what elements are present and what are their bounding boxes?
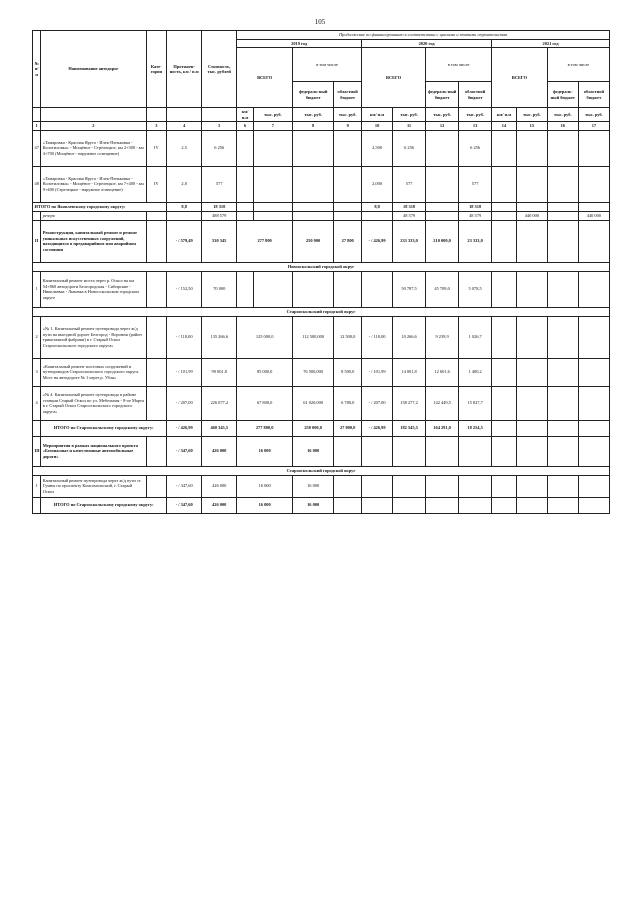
table-row <box>33 475 610 497</box>
district-title-row <box>33 262 610 271</box>
reserve-c13: 48 579 <box>459 211 492 220</box>
col-number: 7 <box>253 122 292 131</box>
section-c10: - / 426,99 <box>362 220 393 262</box>
section-c8: 250 000 <box>292 220 333 262</box>
section-cost: 426 000 <box>202 436 237 466</box>
col-number: 11 <box>393 122 426 131</box>
row-length: 2,5 <box>167 130 202 166</box>
row-c8: 61 020,000 <box>292 386 333 420</box>
row-c8: 16 000 <box>292 475 333 497</box>
section-cost: 530 345 <box>202 220 237 262</box>
hdr-total-2021: ВСЕГО <box>492 48 548 108</box>
hdr-cost: Стоимость, тыс. рублей <box>202 31 237 108</box>
unit: км/ п.м <box>492 108 517 122</box>
section-row <box>33 220 610 262</box>
total-cost: 18 318 <box>202 202 237 211</box>
total-length: 8,8 <box>167 202 202 211</box>
section-c11: 233 333,0 <box>393 220 426 262</box>
total-label: ИТОГО по Яковлевскому городскому округу: <box>33 202 167 211</box>
hdr-total-2020: ВСЕГО <box>362 48 426 108</box>
col-number: 4 <box>167 122 202 131</box>
col-number: 12 <box>426 122 459 131</box>
hdr-financing: Продолжение по финансированию в соответствии с циклами и этапами строительства <box>237 31 610 40</box>
total-c11: 182 545,5 <box>393 420 426 436</box>
row-name: Капитальный ремонт моста через р. Оскол на км 54+860 автодороги Белгородская - Сибирские - Николаевка - Львовка в Новооскольском городском округе <box>41 271 146 307</box>
total-length: - / 426,99 <box>167 420 202 436</box>
district-title-row <box>33 466 610 475</box>
col-number: 3 <box>146 122 167 131</box>
row-cost: 99 001,8 <box>202 358 237 386</box>
total-c13: 18 318 <box>459 202 492 211</box>
col-number: 8 <box>292 122 333 131</box>
hdr-num: № п/п <box>33 31 41 108</box>
row-num: 2 <box>33 316 41 358</box>
total-c10: - / 426,99 <box>362 420 393 436</box>
hdr-incl-2020: в том числе <box>426 48 492 82</box>
total-c6: 16 000 <box>237 497 293 513</box>
unit: тыс. руб. <box>516 108 547 122</box>
col-number: 9 <box>334 122 362 131</box>
section-num: III <box>33 436 41 466</box>
total-length: - / 347,60 <box>167 497 202 513</box>
unit: тыс. руб. <box>292 108 333 122</box>
unit: тыс. руб. <box>253 108 292 122</box>
total-c9: 27 800,0 <box>334 420 362 436</box>
section-name: Реконструкция, капитальный ремонт и ремонт уникальных искусственных сооружений, находящихся в предаварийном или аварийном состоянии <box>41 220 146 262</box>
reserve-c11: 48 579 <box>393 211 426 220</box>
unit: тыс. руб. <box>459 108 492 122</box>
header-units-row <box>33 108 610 122</box>
hdr-name: Наименование автодорог <box>41 31 146 108</box>
row-c10: 2,000 <box>362 166 393 202</box>
row-c11: 10 266,6 <box>393 316 426 358</box>
row-c13: 1 400,2 <box>459 358 492 386</box>
unit: тыс. руб. <box>547 108 578 122</box>
row-name: Капитальный ремонт путепровода через ж/д пути ст. Гумны по проспекту Комсомольский, г. Старый Оскол <box>41 475 146 497</box>
header-row-1 <box>33 31 610 40</box>
row-c11: 50 787,5 <box>393 271 426 307</box>
table-row <box>33 358 610 386</box>
column-numbers-row <box>33 122 610 131</box>
row-c6: 16 000 <box>237 475 293 497</box>
row-length: 2,0 <box>167 166 202 202</box>
row-name: «Тамаровка - Красная Яруга - Илек-Пеньковка - Колотиловка» - Мощёное - Стрелецкое, км 2+300 - км 4+700 (Мощёное - наружное освещение) <box>41 130 146 166</box>
row-category: IV <box>146 130 167 166</box>
total-c13: 18 254,5 <box>459 420 492 436</box>
hdr-fed-2019: федераль-ный бюджет <box>292 82 333 108</box>
col-number: 2 <box>41 122 146 131</box>
total-label: ИТОГО по Старооскольскому городскому округу: <box>41 497 167 513</box>
row-c10: 2,500 <box>362 130 393 166</box>
hdr-fed-2020: федераль-ный бюджет <box>426 82 459 108</box>
col-number: 1 <box>33 122 41 131</box>
unit: тыс. руб. <box>393 108 426 122</box>
row-cost: 426 000 <box>202 475 237 497</box>
row-cost: 6 256 <box>202 130 237 166</box>
row-cost: 135 266,6 <box>202 316 237 358</box>
section-length: - / 579,49 <box>167 220 202 262</box>
row-c8: 76 500,000 <box>292 358 333 386</box>
unit: км/ п.м <box>237 108 254 122</box>
row-cost: 70 000 <box>202 271 237 307</box>
table-row <box>33 271 610 307</box>
total-row <box>33 420 610 436</box>
total-c10: 8,8 <box>362 202 393 211</box>
total-cost: 426 000 <box>202 497 237 513</box>
row-length: - / 101,99 <box>167 358 202 386</box>
total-cost: 460 345,5 <box>202 420 237 436</box>
row-c11: 577 <box>393 166 426 202</box>
total-c8: 16 000 <box>292 497 333 513</box>
row-c13: 1 026,7 <box>459 316 492 358</box>
col-number: 17 <box>578 122 609 131</box>
row-num: 48 <box>33 166 41 202</box>
row-c11: 14 001,8 <box>393 358 426 386</box>
reserve-cost: 488 579 <box>202 211 237 220</box>
col-number: 5 <box>202 122 237 131</box>
total-row <box>33 202 610 211</box>
row-num: 1 <box>33 475 41 497</box>
row-c10: - / 118,00 <box>362 316 393 358</box>
unit: км/ п.м <box>362 108 393 122</box>
hdr-incl-2021: в том числе <box>547 48 609 82</box>
hdr-incl-2019: в том числе <box>292 48 361 82</box>
row-c11: 6 256 <box>393 130 426 166</box>
col-number: 15 <box>516 122 547 131</box>
section-c13: 23 333,0 <box>459 220 492 262</box>
col-number: 6 <box>237 122 254 131</box>
total-row <box>33 497 610 513</box>
hdr-fed-2021: федераль-ный бюджет <box>547 82 578 108</box>
table-row <box>33 386 610 420</box>
hdr-2020: 2020 год <box>362 39 492 48</box>
row-c13: 15 827,7 <box>459 386 492 420</box>
section-c6: 277 800 <box>237 220 293 262</box>
section-length: - / 347,60 <box>167 436 202 466</box>
unit: тыс. руб. <box>334 108 362 122</box>
total-c12: 164 291,0 <box>426 420 459 436</box>
row-c13: 5 078,5 <box>459 271 492 307</box>
row-length: - / 347,60 <box>167 475 202 497</box>
row-c12: 45 709,0 <box>426 271 459 307</box>
row-length: - / 152,50 <box>167 271 202 307</box>
row-c13: 577 <box>459 166 492 202</box>
col-number: 16 <box>547 122 578 131</box>
row-c9: 6 780,0 <box>334 386 362 420</box>
total-c8: 250 000,0 <box>292 420 333 436</box>
hdr-2021: 2021 год <box>492 39 610 48</box>
row-cost: 226 077,2 <box>202 386 237 420</box>
section-c12: 210 000,0 <box>426 220 459 262</box>
row-num: 1 <box>33 271 41 307</box>
row-c10: - / 207,00 <box>362 386 393 420</box>
district-title: Старооскольский городской округ <box>33 466 610 475</box>
row-c10: - / 101,99 <box>362 358 393 386</box>
section-c6: 16 000 <box>237 436 293 466</box>
section-c8: 16 000 <box>292 436 333 466</box>
row-num: 4 <box>33 386 41 420</box>
row-c13: 6 256 <box>459 130 492 166</box>
reserve-c17: 440 000 <box>578 211 609 220</box>
col-number: 10 <box>362 122 393 131</box>
total-label: ИТОГО по Старооскольскому городскому округу: <box>41 420 167 436</box>
row-num: 3 <box>33 358 41 386</box>
hdr-total-2019: ВСЕГО <box>237 48 293 108</box>
row-c12: 12 601,6 <box>426 358 459 386</box>
row-c12: 142 449,5 <box>426 386 459 420</box>
district-title-row <box>33 307 610 316</box>
section-row <box>33 436 610 466</box>
section-c9: 27 800 <box>334 220 362 262</box>
reserve-label: резерв <box>41 211 146 220</box>
row-cost: 577 <box>202 166 237 202</box>
row-c11: 158 277,2 <box>393 386 426 420</box>
row-c6: 67 800,0 <box>237 386 293 420</box>
row-c8: 112 500,000 <box>292 316 333 358</box>
row-category: IV <box>146 166 167 202</box>
page-number: 105 <box>314 18 326 26</box>
section-num: II <box>33 220 41 262</box>
row-num: 47 <box>33 130 41 166</box>
row-name: «Тамаровка - Красная Яруга - Илек-Пеньковка - Колотиловка» - Мощёное - Стрелецкое, км 7+400 - км 9+400 (Стрелецкое - наружное освещение) <box>41 166 146 202</box>
hdr-2019: 2019 год <box>237 39 362 48</box>
reserve-c15: 440 000 <box>516 211 547 220</box>
row-name: «№ 1. Капитальный ремонт путепровода через ж/д пути на выездной дороге Белгород - Воронеж (район трикотажной фабрики) в г. Старый Оскол Старооскольского городского округа» <box>41 316 146 358</box>
row-c9: 12 500,0 <box>334 316 362 358</box>
hdr-reg-2020: областной бюджет <box>459 82 492 108</box>
hdr-reg-2019: областной бюджет <box>334 82 362 108</box>
row-length: - / 207,00 <box>167 386 202 420</box>
total-c11: 18 318 <box>393 202 426 211</box>
row-length: - / 118,00 <box>167 316 202 358</box>
reserve-row <box>33 211 610 220</box>
row-c6: 85 000,0 <box>237 358 293 386</box>
section-name: Мероприятия в рамках национального проекта «Безопасные и качественные автомобильные дороги» <box>41 436 146 466</box>
row-c12: 9 239,9 <box>426 316 459 358</box>
row-name: «Капитальный ремонт мостовых сооружений и путепроводов Старооскольского городского округа. Мост на автодороге № 1 через р. Убля» <box>41 358 146 386</box>
table-row <box>33 130 610 166</box>
row-c6: 125 000,0 <box>237 316 293 358</box>
unit: тыс. руб. <box>426 108 459 122</box>
total-c6: 277 800,0 <box>237 420 293 436</box>
col-number: 13 <box>459 122 492 131</box>
district-title: Старооскольский городской округ <box>33 307 610 316</box>
table-row <box>33 166 610 202</box>
row-name: «№ 4. Капитальный ремонт путепровода в районе станции Старый Оскол по ул. Мебельная - 8-ое Марта в г. Старый Оскол Старооскольского городского округа» <box>41 386 146 420</box>
hdr-length: Протяжен-ность, км / п.м <box>167 31 202 108</box>
row-c9: 8 500,0 <box>334 358 362 386</box>
financing-table <box>32 30 610 514</box>
unit: тыс. руб. <box>578 108 609 122</box>
col-number: 14 <box>492 122 517 131</box>
hdr-category: Кате-гория <box>146 31 167 108</box>
hdr-reg-2021: областной бюджет <box>578 82 609 108</box>
district-title: Новооскольский городской округ <box>33 262 610 271</box>
table-row <box>33 316 610 358</box>
